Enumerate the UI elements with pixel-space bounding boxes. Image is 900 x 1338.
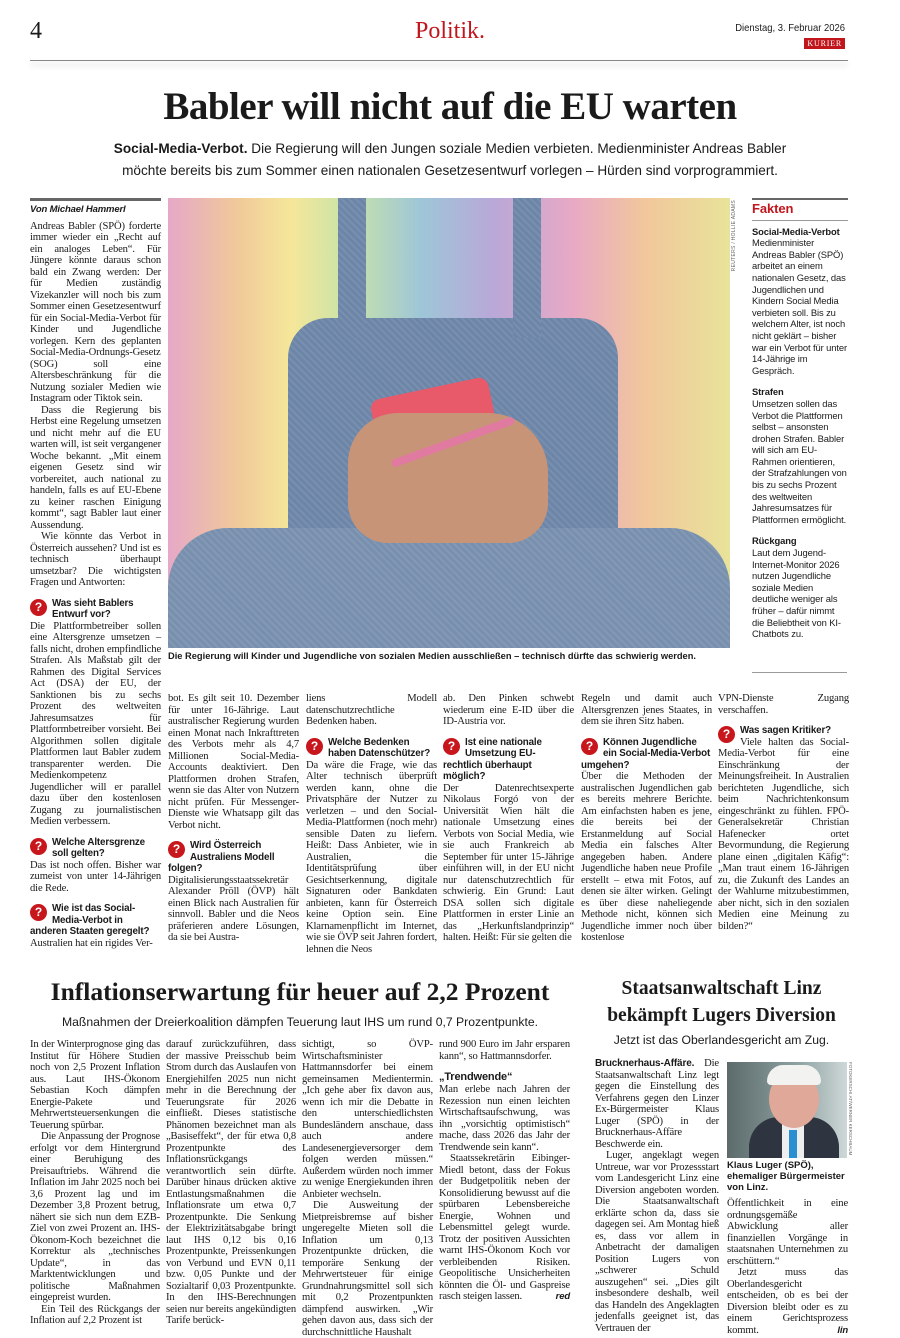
question-heading (718, 725, 849, 741)
article-column (443, 693, 574, 944)
paragraph (30, 531, 161, 589)
article-column (595, 1058, 719, 1334)
paragraph-text: Man erlebe nach Jahren der Rezession nun einen leichten Wirtschaftsaufschwung, was ihn „vorsichtig optimistisch“ mache, dass 2026 das Jahr der Trendwende sein kann“. (439, 1084, 570, 1153)
paragraph-text: rund 900 Euro im Jahr ersparen kann“, so Hattmannsdorfer. (439, 1039, 570, 1062)
paragraph (306, 693, 437, 728)
qa-block (30, 903, 161, 949)
issue-date: Dienstag, 3. Februar 2026 (735, 22, 845, 34)
paragraph-text: Jetzt muss das Oberlandesgericht entscheiden, ob es bei der Diversion bleibt oder es zu einem Gerichtsprozess kommt. (727, 1267, 848, 1336)
overalls-strap (338, 198, 366, 338)
article-column (168, 693, 299, 944)
paragraph-text: darauf zurückzuführen, dass der massive Preisschub beim Strom durch das Auslaufen von Energiehilfen 2025 nun nicht mehr in die Berechnung der Teuerungsrate für 2026 einfließt. Dieses statistische Phänomen bezeichnet man als „Basiseffekt“, der für etwa 0,8 Prozentpunkte des Inflationsrückgangs verantwortlich sein dürfte. Darüber hinaus drücken aktive Entlastungsmaßnahmen die Inflationsrate um etwa 0,7 Prozentpunkte. Die Senkung der Elektrizitätsabgabe bringt laut IHS 0,12 bis 0,16 Prozentpunkte, Preissenkungen von Verbund und EVN 0,11 bzw. 0,05 Punkte und der Sozialtarif 0,03 Prozentpunkte. In den IHS-Berechnungen seien nur bereits angekündigten Tarife berück- (166, 1039, 296, 1326)
photo-caption: Die Regierung will Kinder und Jugendliche von sozialen Medien ausschließen – technisch dürfte das schwierig werden. (168, 651, 696, 661)
paragraph (581, 693, 712, 728)
facts-item-title: Strafen (752, 386, 784, 398)
facts-title: Fakten (752, 200, 848, 221)
question-icon: ? (306, 738, 323, 755)
paragraph (727, 1198, 848, 1267)
article-column (718, 693, 849, 932)
facts-item-text: Laut dem Jugend-Internet-Monitor 2026 nutzen Jugendliche soziale Medien deutliche weniger als früher – dafür nimmt die Beliebtheit von KI-Chatbots zu. (752, 547, 841, 640)
paragraph (30, 1304, 160, 1327)
paragraph-text: Andreas Babler (SPÖ) forderte immer wieder ein „Recht auf ein analoges Leben“. Für Jüngere könnte daraus schon bald ein Zwang werden: Der für Medien zuständig Vizekanzler will noch bis zum Sommer einen Gesetzesentwurf für ein Social-Media-Verbot für Kinder und Jugendliche vorlegen. Kern des geplanten Social-Media-Ordnungs-Gesetz (SOG) soll eine Altersbeschränkung für die Nutzung sozialer Medien wie Instagram oder Tiktok sein. (30, 220, 161, 404)
facts-item-title: Rückgang (752, 535, 797, 547)
jeans-shape (168, 528, 730, 648)
question-text: Welche Bedenken haben Datenschützer? (328, 736, 431, 759)
facts-item (752, 226, 848, 377)
paragraph (727, 1267, 848, 1336)
paragraph (30, 1039, 160, 1131)
facts-item (752, 386, 848, 525)
question-text: Welche Altersgrenze soll gelten? (52, 836, 145, 859)
paragraph-text: sichtigt, so ÖVP-Wirtschaftsminister Hattmannsdorfer bei einem gemeinsamen Medientermin. „Ich gehe aber fix davon aus, wenn ich mir die Debatte in den unterschiedlichsten Bundesländern anschaue, dass auch andere Landesenergieversorger dem folgen werden müssen.“ Außerdem würden noch immer zu wenige Energiekunden ihren Anbieter wechseln. (302, 1039, 433, 1200)
question-heading (30, 837, 161, 860)
paragraph-text: Wie könnte das Verbot in Österreich aussehen? Und ist es technisch überhaupt umsetzbar? Die wichtigsten Fragen und Antworten: (30, 531, 161, 588)
paragraph-text: Die Anpassung der Prognose erfolgt vor dem Hintergrund einer Beruhigung des Preisauftriebs. Während die Inflation im Jahr 2025 noch bei 3,6 Prozent lag und im Dezember 3,8 Prozent betrug, nähert sie sich nun dem EZB-Ziel von zwei Prozent an. IHS-Ökonom-Koch bezeichnet die Korrektur als „technisches Update“, in das Marktentwicklungen und politische Maßnahmen eingepreist wurden. (30, 1131, 160, 1303)
luger-deck: Jetzt ist das Oberlandesgericht am Zug. (613, 1033, 830, 1047)
question-icon: ? (581, 738, 598, 755)
question-text: Ist eine nationale Umsetzung EU-rechtlich überhaupt möglich? (443, 736, 542, 782)
article-column (30, 198, 161, 949)
paragraph-text: Die Staatsanwaltschaft Linz legt gegen die Einstellung des Verfahrens gegen den Linzer Ex-Bürgermeister Klaus Luger (SPÖ) in der Brucknerhaus-Affäre Beschwerde ein. (595, 1058, 719, 1150)
article-column (306, 693, 437, 955)
paragraph (439, 1084, 570, 1153)
luger-photo-credit: FOTOKERSCHI.AT/WERNER KERSCHBAUM (848, 1062, 853, 1156)
question-text: Was sieht Bablers Entwurf vor? (52, 597, 134, 620)
article-column (727, 1198, 848, 1336)
qa-block (443, 737, 574, 944)
section-title: Politik. (414, 18, 486, 44)
tie-shape (789, 1130, 797, 1158)
paragraph (30, 405, 161, 532)
photo-credit: REUTERS / HOLLIE ADAMS (731, 200, 737, 272)
subheading: „Trendwende“ (439, 1071, 513, 1083)
page-number: 4 (30, 18, 42, 44)
paragraph-text: Dass die Regierung bis Herbst eine Regelung umsetzen und nicht mehr auf die EU warten will, ist seit vergangener Woche bekannt. „Mit einem eigenen Gesetz sind wir vorbereitet, auch national zu handeln, falls es auf EU-Ebene zu keiner raschen Einigung kommt“, sagt Babler laut einer Aussendung. (30, 404, 161, 531)
facts-item-title: Social-Media-Verbot (752, 225, 840, 237)
question-icon: ? (30, 904, 47, 921)
paragraph-text: Öffentlichkeit in eine ordnungsgemäße Abwicklung aller finanziellen Vorgänge in staatsnahen Unternehmen zu erschüttern.“ (727, 1198, 848, 1267)
question-icon: ? (718, 726, 735, 743)
paragraph (30, 221, 161, 405)
paragraph (168, 693, 299, 831)
question-text: Wird Österreich Australiens Modell folgen? (168, 840, 275, 874)
question-heading (443, 737, 574, 783)
paragraph (302, 1039, 433, 1200)
answer-text: Da wäre die Frage, wie das Alter technisch überprüft werden kann, ohne die Privatsphäre der Nutzer zu verletzen – und den Social-Media-Plattformen (noch mehr) sensible Daten zu liefern. Heißt: Dass Anbieter, wie in Australien, die Identitätsprüfung über Gesichtserkennung, digitale Signaturen oder Bankdaten anbieten, kann für Österreich keine Option sein. Eine Klarnamenpflicht im Internet, wie sie ÖVP seit Jahren fordert, lehnen die Neos (306, 759, 437, 955)
qa-block (306, 737, 437, 956)
paragraph (595, 1150, 719, 1334)
deck-text: Die Regierung will den Jungen soziale Medien verbieten. Medienminister Andreas Babler möchte bereits bis zum Sommer einen nationalen Gesetzesentwurf vorlegen – Hürden sind vorprogrammiert. (122, 141, 787, 178)
facts-item-text: Medienminister Andreas Babler (SPÖ) arbeitet an einem nationalen Gesetz, das Jugendlichen und Kindern Social Media verbieten soll. Bis zu welchem Alter, ist noch nicht geklärt – bisher war ein Verbot für unter 14-Jährige im Gespräch. (752, 237, 848, 376)
question-heading (306, 737, 437, 760)
facts-divider (752, 672, 847, 673)
facts-box (752, 198, 848, 640)
hands-shape (348, 413, 548, 543)
luger-headline: Staatsanwaltschaft Linz bekämpft Lugers Diversion (607, 978, 836, 1026)
main-headline: Babler will nicht auf die EU warten (163, 85, 737, 128)
article-column (439, 1039, 570, 1303)
qa-block (581, 737, 712, 944)
qa-block (718, 725, 849, 932)
luger-photo-caption: Klaus Luger (SPÖ), ehemaliger Bürgermeister von Linz. (727, 1160, 845, 1193)
question-text: Können Jugendliche ein Social-Media-Verbot umgehen? (581, 736, 711, 771)
article-column (302, 1039, 433, 1338)
paragraph-text: ab. Den Pinken schwebt wiederum eine E-ID über die ID-Austria vor. (443, 693, 574, 727)
qa-block (30, 837, 161, 895)
lead-in: Brucknerhaus-Affäre. (595, 1058, 695, 1069)
paragraph (302, 1200, 433, 1338)
article-column (30, 1039, 160, 1327)
paragraph-text: Luger, angeklagt wegen Untreue, war vor Prozessstart vom Landesgericht Linz eine Diversion angeboten worden. Die Staatsanwaltschaft erklärte schon da, dass sie dagegen sei. Am Montag hieß es, dass vor allem in Anbetracht der damaligen Position Lugers von „schwerer Schuld auszugehen“ sei. „Dies gilt insbesondere deshalb, weil das Handeln des Angeklagten jedenfalls geeignet ist, das Vertrauen der (595, 1150, 719, 1334)
answer-text: Die Plattformbetreiber sollen eine Altersgrenze umsetzen – falls nicht, drohen empfindliche Strafen. Als Maßstab gilt der Rahmen des Digital Services Act (DSA) der EU, der Sanktionen bis zu sechs Prozent des weltweiten Jahresumsatzes für Plattformbetreiber vorsieht. Bei Algorithmen sollen digitale Plattformen laut Babler zudem transparenter werden. Die Medienkompetenz Jugendlicher will er parallel dazu über den kostenlosen Zugang zu journalistischen Medien verbessern. (30, 620, 161, 827)
facts-item (752, 535, 848, 639)
paragraph-text: bot. Es gilt seit 10. Dezember für unter 16-Jährige. Laut australischer Regierung wurden einen Monat nach Inkrafttreten des Verbots mehr als 4,7 Millionen Social-Media-Accounts deaktiviert. Den Plattformen drohen Strafen, wenn sie das Alter von Nutzern nicht prüfen. Für Messenger-Dienste wie Whatsapp gilt das Verbot nicht. (168, 693, 299, 831)
article-column (166, 1039, 296, 1327)
question-heading (30, 598, 161, 621)
question-heading (581, 737, 712, 772)
paragraph-text: Die Ausweitung der Mietpreisbremse auf bisher ungeregelte Mieten soll die Inflation um 0,13 Prozentpunkte drücken, die temporäre Senkung der Mehrwertsteuer für einige Grundnahrungsmittel soll sich mit 0,2 Prozentpunkten dämpfend auswirken. „Wir gehen davon aus, dass sich der durchschnittliche Haushalt (302, 1200, 433, 1338)
paragraph-text: In der Winterprognose ging das Institut für Höhere Studien noch von 2,5 Prozent Inflation aus. Laut IHS-Ökonom Sebastian Koch dämpfen Energie-Pakete und Mehrwertsteuersenkungen die Teuerung spürbar. (30, 1039, 160, 1131)
paragraph-text: Ein Teil des Rückgangs der Inflation auf 2,2 Prozent ist (30, 1303, 160, 1326)
qa-block (168, 840, 299, 944)
paragraph-text: liens Modell datenschutzrechtliche Bedenken haben. (306, 693, 437, 727)
paragraph (439, 1153, 570, 1303)
paragraph (166, 1039, 296, 1327)
inflation-headline: Inflationserwartung für heuer auf 2,2 Prozent (50, 977, 550, 1006)
author-signature: lin (837, 1324, 848, 1336)
paragraph (595, 1058, 719, 1150)
paragraph (718, 693, 849, 716)
question-text: Was sagen Kritiker? (740, 725, 831, 736)
hair-shape (767, 1065, 821, 1085)
inflation-deck: Maßnahmen der Dreierkoalition dämpfen Teuerung laut IHS um rund 0,7 Prozentpunkte. (61, 1015, 539, 1029)
question-text: Wie ist das Social-Media-Verbot in anderen Staaten geregelt? (30, 903, 150, 937)
brand-logo: KURIER (804, 38, 845, 49)
question-icon: ? (30, 838, 47, 855)
question-icon: ? (30, 599, 47, 616)
deck-lead: Social-Media-Verbot. (113, 141, 248, 156)
question-icon: ? (443, 738, 460, 755)
paragraph-text: VPN-Dienste Zugang verschaffen. (718, 693, 849, 716)
paragraph-text: Staatssekretärin Eibinger-Miedl betont, dass der Fokus der Budgetpolitik neben der Konsolidierung bewusst auf die spürbaren Lebensbereiche Energie, Wohnen und Lebensmittel gelegt wurde. Trotz der positiven Aussichten warnt IHS-Ökonom Koch vor verbleibenden Risiken. Geopolitische Unsicherheiten könnten die Öl- und Gaspreise rasch steigen lassen. (439, 1153, 570, 1302)
paragraph (443, 693, 574, 728)
author-signature: red (555, 1291, 570, 1302)
question-heading (30, 903, 161, 938)
paragraph-text: Regeln und damit auch Altersgrenzen jenes Staates, in dem sie ihren Sitz haben. (581, 693, 712, 727)
overalls-strap (513, 198, 541, 338)
header-divider (30, 60, 848, 61)
question-icon: ? (168, 841, 185, 858)
answer-text: Digitalisierungsstaatssekretär Alexander Pröll (ÖVP) hält einen Blick nach Australien für sinnvoll. Babler und die Neos präferieren andere Lösungen, da sie bei Austra- (168, 874, 299, 943)
main-deck (90, 138, 810, 182)
paragraph (30, 1131, 160, 1304)
question-heading (168, 840, 299, 875)
byline: Von Michael Hammerl (30, 198, 161, 216)
main-photo (168, 198, 730, 648)
paragraph (439, 1039, 570, 1062)
luger-photo (727, 1062, 847, 1158)
answer-text: Viele halten das Social-Media-Verbot für eine Einschränkung der Meinungsfreiheit. In Australien berichteten Jugendliche, sich beim Nachrichtenkonsum eingeschränkt zu fühlen. FPÖ-Generalsekretär Christian Hafenecker ortet Bevormundung, die Regierung plane einen „digitalen Käfig“: „Man traut einem 16-Jährigen zu, die Zukunft des Landes an der Wahlurne mitzubestimmen, aber nicht, sich in den sozialen Medien eine Meinung zu bilden?“ (718, 736, 849, 932)
answer-text: Über die Methoden der australischen Jugendlichen gab es bereits mehrere Berichte. Am einfachsten haben es jene, die bereits bei der Erstanmeldung auf Social Media ein falsches Alter angegeben haben. Andere Jugendliche haben neue Profile erstellt – etwa mit Fotos, auf denen sie älter wirken. Gelingt es über diese naheliegende Methode nicht, können sich Jugendliche immer noch über kostenlose (581, 771, 712, 943)
answer-text: Der Datenrechtsexperte Nikolaus Forgó von der Universität Wien hält die nationale Umsetzung eines Verbots von Social Media, wie sie auch Frankreich ab September für unter 15-Jährige einführen will, in der EU nicht nur datenschutzrechtlich für schwierig. Ein Grund: Laut DSA sollen sich digitale Plattformen in erster Linie an das „Herkunftslandprinzip“ halten. Heißt: Für sie gelten die (443, 782, 574, 943)
answer-text: Australien hat ein rigides Ver- (30, 937, 153, 949)
qa-block (30, 598, 161, 828)
facts-item-text: Umsetzen sollen das Verbot die Plattformen selbst – ansonsten drohen Strafen. Babler will sich am EU-Rahmen orientieren, der Strafzahlungen von bis zu sechs Prozent des weltweiten Jahresumsatzes für Plattformen ermöglicht. (752, 397, 847, 525)
article-column (581, 693, 712, 944)
answer-text: Das ist noch offen. Bisher war zumeist von unter 14-Jährigen die Rede. (30, 859, 161, 894)
